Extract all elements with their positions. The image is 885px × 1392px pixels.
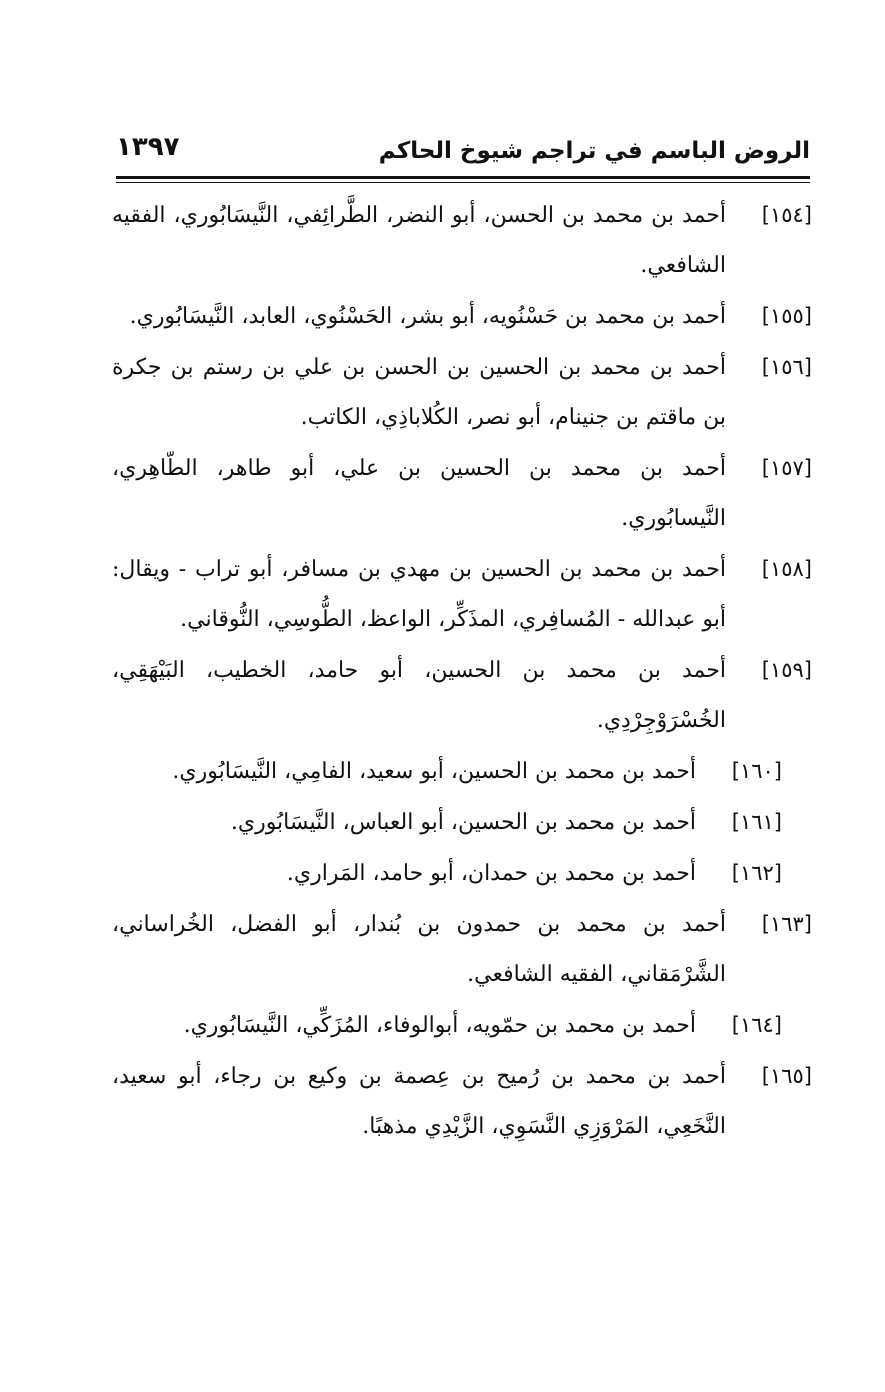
- entry-text: أحمد بن محمد بن الحسين، أبو سعيد، الفامِي، النَّيسَابُوري.: [172, 759, 696, 784]
- entry-number: [١٥٨]: [761, 557, 812, 581]
- entry-number: [١٦٠]: [731, 759, 782, 783]
- entry-number: [١٦٤]: [731, 1013, 782, 1037]
- entry-text: أحمد بن محمد بن الحسين بن الحسن بن علي بن رستم بن جكرة بن ماقتم بن جنينام، أبو نصر، الكُلاباذِي، الكاتب.: [112, 355, 726, 430]
- entry-text: أحمد بن محمد بن حمّويه، أبوالوفاء، المُزَكِّي، النَّيسَابُوري.: [183, 1013, 696, 1038]
- entry-text: أحمد بن محمد بن حَسْنُويه، أبو بشر، الحَسْنُوي، العابد، النَّيسَابُوري.: [129, 304, 726, 329]
- page-header: [116, 128, 810, 174]
- entry-number: [١٦٢]: [731, 861, 782, 885]
- entry-164: [112, 1000, 782, 1051]
- entry-number: [١٥٥]: [761, 304, 812, 328]
- entry-text: أحمد بن محمد بن الحسين، أبو العباس، النَّيسَابُوري.: [230, 810, 696, 835]
- entry-155: [112, 291, 812, 342]
- entry-156: [112, 342, 812, 443]
- entry-160: [112, 746, 782, 797]
- entry-number: [١٦١]: [731, 810, 782, 834]
- entry-163: [112, 899, 812, 1000]
- page-number: ١٣٩٧: [116, 132, 180, 162]
- entry-text: أحمد بن محمد بن حمدون بن بُندار، أبو الفضل، الخُراساني، الشَّرْمَقاني، الفقيه الشافعي.: [112, 912, 726, 987]
- header-rule-thin: [116, 182, 810, 183]
- entry-text: أحمد بن محمد بن حمدان، أبو حامد، المَراري.: [286, 861, 696, 886]
- entry-161: [112, 797, 782, 848]
- entry-number: [١٥٦]: [761, 355, 812, 379]
- entry-154: [112, 190, 812, 291]
- entry-number: [١٥٩]: [761, 658, 812, 682]
- entry-text: أحمد بن محمد بن الحسين، أبو حامد، الخطيب، البَيْهَقِي، الخُسْرَوْجِرْدِي.: [112, 658, 726, 733]
- running-title: الروض الباسم في تراجم شيوخ الحاكم: [378, 138, 810, 164]
- entry-157: [112, 443, 812, 544]
- entry-159: [112, 645, 812, 746]
- entry-text: أحمد بن محمد بن الحسين بن علي، أبو طاهر، الطّاهِري، النَّيسابُوري.: [112, 456, 726, 531]
- entry-number: [١٥٤]: [761, 203, 812, 227]
- entry-158: [112, 544, 812, 645]
- header-rule-thick: [116, 176, 810, 179]
- entry-number: [١٥٧]: [761, 456, 812, 480]
- entry-162: [112, 848, 782, 899]
- entry-list: [112, 190, 812, 1152]
- entry-text: أحمد بن محمد بن الحسن، أبو النضر، الطَّرائِفي، النَّيسَابُوري، الفقيه الشافعي.: [112, 203, 726, 278]
- entry-number: [١٦٥]: [761, 1064, 812, 1088]
- entry-165: [112, 1051, 812, 1152]
- entry-text: أحمد بن محمد بن رُميح بن عِصمة بن وكيع بن رجاء، أبو سعيد، النَّخَعِي، المَرْوَزِي النَّسَوِي، الزَّيْدِي مذهبًا.: [112, 1064, 726, 1139]
- entry-number: [١٦٣]: [761, 912, 812, 936]
- entry-text: أحمد بن محمد بن الحسين بن مهدي بن مسافر، أبو تراب - ويقال: أبو عبدالله - المُسافِري، المذَكِّر، الواعظ، الطُّوسِي، النُّوقاني.: [112, 557, 726, 632]
